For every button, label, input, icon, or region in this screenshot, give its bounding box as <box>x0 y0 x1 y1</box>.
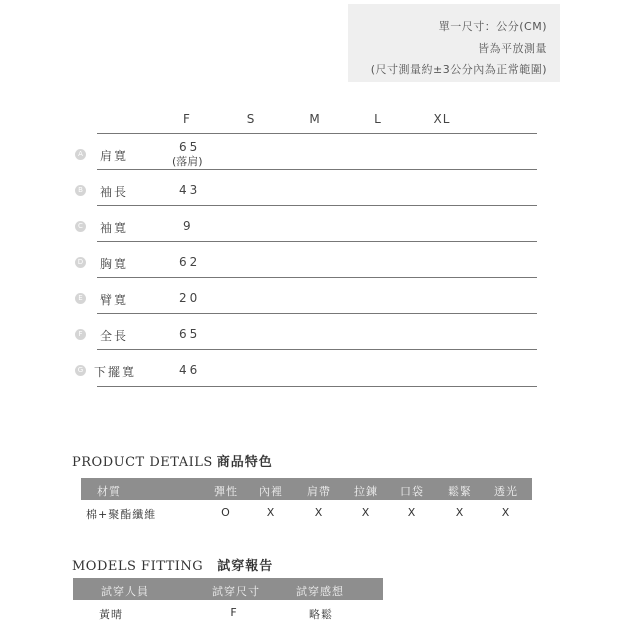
row-badge: G <box>75 365 86 376</box>
row-label-sleeve-length: 袖長 <box>100 185 129 199</box>
product-value-material: 棉+聚酯纖維 <box>86 508 157 521</box>
product-details-title-en: PRODUCT DETAILS <box>72 455 213 470</box>
product-details-title <box>72 451 273 470</box>
row-value-hem-width: 46 <box>179 363 201 377</box>
row-divider <box>97 313 537 314</box>
row-divider <box>97 277 537 278</box>
row-divider <box>97 349 537 350</box>
models-fitting-title-zh: 試穿報告 <box>217 559 274 574</box>
row-label-chest-width: 胸寬 <box>100 257 129 271</box>
product-header-sheerness: 透光 <box>494 485 518 498</box>
fitting-value-size: F <box>230 606 238 619</box>
row-value-sleeve-width: 9 <box>183 219 194 233</box>
product-value-elasticity: O <box>221 506 231 519</box>
row-divider <box>97 241 537 242</box>
product-header-pocket: 口袋 <box>400 485 424 498</box>
size-header-s: S <box>246 112 256 126</box>
size-header-l: L <box>374 112 382 126</box>
row-divider <box>97 205 537 206</box>
row-badge: B <box>75 185 86 196</box>
row-badge: E <box>75 293 86 304</box>
product-header-elasticity: 彈性 <box>214 485 238 498</box>
row-label-total-length: 全長 <box>100 329 129 343</box>
row-label-hem-width: 下擺寬 <box>94 365 137 379</box>
models-fitting-title-en: MODELS FITTING <box>72 559 204 574</box>
product-value-pocket: X <box>407 506 417 519</box>
row-divider <box>97 133 537 134</box>
row-value-sleeve-length: 43 <box>179 183 201 197</box>
product-header-lining: 內裡 <box>259 485 283 498</box>
note-unit: 單一尺寸：公分(CM) <box>438 20 547 33</box>
row-subnote-shoulder: (落肩) <box>172 155 203 168</box>
fitting-header-feedback: 試穿感想 <box>296 585 344 598</box>
product-details-header <box>81 478 532 500</box>
product-value-zipper: X <box>361 506 371 519</box>
product-value-sheerness: X <box>501 506 511 519</box>
product-header-elastic-band: 鬆緊 <box>448 485 472 498</box>
row-value-chest-width: 62 <box>179 255 201 269</box>
product-header-zipper: 拉鍊 <box>354 485 378 498</box>
measurement-note <box>348 4 560 82</box>
models-fitting-title <box>72 555 273 574</box>
note-method: 皆為平放測量 <box>478 42 547 55</box>
product-value-lining: X <box>266 506 276 519</box>
size-header-m: M <box>309 112 321 126</box>
fitting-header-size: 試穿尺寸 <box>212 585 260 598</box>
row-value-shoulder: 65 <box>179 140 201 154</box>
row-value-arm-width: 20 <box>179 291 201 305</box>
fitting-value-model: 黃晴 <box>99 608 123 621</box>
row-divider <box>97 169 537 170</box>
product-value-straps: X <box>314 506 324 519</box>
row-label-arm-width: 臂寬 <box>100 293 129 307</box>
row-label-shoulder: 肩寬 <box>100 149 129 163</box>
row-badge: C <box>75 221 86 232</box>
fitting-header-model: 試穿人員 <box>101 585 149 598</box>
product-header-straps: 肩帶 <box>307 485 331 498</box>
row-badge: F <box>75 329 86 340</box>
row-value-total-length: 65 <box>179 327 201 341</box>
row-label-sleeve-width: 袖寬 <box>100 221 129 235</box>
product-details-title-zh: 商品特色 <box>216 455 273 470</box>
product-header-material: 材質 <box>97 485 121 498</box>
models-fitting-header <box>73 578 383 600</box>
size-header-xl: XL <box>433 112 451 126</box>
size-header-f: F <box>183 112 191 126</box>
row-divider <box>97 386 537 387</box>
row-badge: A <box>75 149 86 160</box>
product-value-elastic-band: X <box>455 506 465 519</box>
row-badge: D <box>75 257 86 268</box>
note-tolerance: (尺寸測量約±3公分內為正常範圍) <box>370 63 547 76</box>
fitting-value-feedback: 略鬆 <box>309 608 333 621</box>
